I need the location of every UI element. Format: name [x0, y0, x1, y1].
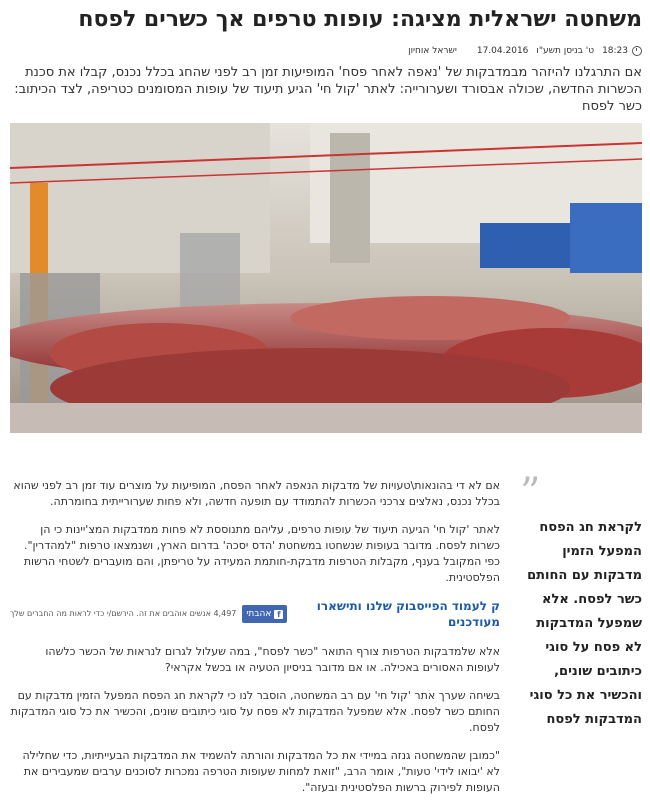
article-meta: [10, 44, 642, 58]
facebook-like-label: אהבתי: [246, 609, 272, 619]
meta-time: 18:23: [602, 46, 628, 56]
meta-hebrew-date: ט' בניסן תשע"ו: [536, 46, 595, 56]
article-paragraph: לאתר 'קול חי' הגיעה תיעוד של עופות טרפים, עליהם מתנוססת לא פחות ממדבקות המצ'יינות כי הן כשרות לפסח. מדובר בעופות שנשחטו במשחטת 'הדס יסכה' בדרום הארץ, ושנמצאו טרפות "למהדרין". כפי המקובל בענף, מקבלות הטרפות מדבקת-חותמת המעידה על טריפתן, והם מועברים לשטחי הרשות הפלסטינית.: [23, 523, 500, 584]
article-container: [10, 0, 642, 433]
article-paragraph: אלא שלמדבקות הטרפות צורף התואר "כשר לפסח", במה שעלול לגרום לנראות של הכשר כלשהו לעופות האסורים באכילה. או אם מדובר בניסיון הטעיה או בכשל אקראי?: [45, 645, 500, 674]
article-body: [10, 478, 500, 808]
article-subtitle: אם התרגלנו להיזהר מבמדבקות של 'נאפה לאחר פסח' המופיעות זמן רב לפני שהחג בכלל נכנס, קבלו את סכנת הכשרות החדשה, שכולה אבסורד ושערורייה: לאתר 'קול חי' הגיע תיעוד של עופות המסומנים כטריפה, לצד הכיתוב: כשר לפסח: [14, 65, 642, 114]
meta-author[interactable]: ישראל אוחיון: [408, 46, 457, 56]
article-paragraph: בשיחה שערך אתר 'קול חי' עם רב המשחטה, הוסבר לנו כי לקראת חג הפסח המפעל הזמין מדבקות עם החותם כשר לפסח. אלא שמפעל המדבקות לא פסח על סוגי כיתובים שונים, והכשיר את כל סוגי המדבקות לפסח.: [10, 689, 500, 734]
quote-mark-icon: ”: [520, 470, 541, 516]
article-paragraph: "כמובן שהמשחטה גנזה במיידי את כל המדבקות והורתה להשמיד את המדבקות הבעייתיות, כדי שחלילה לא 'יבואו לידי' טעות", אומר הרב, "זואת למחות שעופות הטרפה נמכרות לסוכנים ערבים שמעבירים את העופות לפירוק ברשות הפלסטינית ובעזה".: [22, 749, 500, 794]
pull-quote-text: לקראת חג הפסח המפעל הזמין מדבקות עם החותם כשר לפסח. אלא שמפעל המדבקות לא פסח על סוגי כיתובים שונים, והכשיר את כל סוגי המדבקות לפסח: [527, 520, 642, 727]
facebook-icon: f: [274, 610, 283, 619]
facebook-page-link[interactable]: ק לעמוד הפייסבוק שלנו ותישארו מעודכנים: [316, 599, 500, 629]
facebook-like-button[interactable]: [242, 605, 287, 623]
article-headline: משחטה ישראלית מציגה: עופות טרפים אך כשרים לפסח: [78, 7, 642, 32]
clock-icon: [632, 46, 642, 56]
article-paragraph: אם לא די בהונאות\טעויות של מדבקות הנאפה לאחר הפסח, המופיעות על מוצרים עוד זמן רב לפני שהוא בכלל נכנס, נאלצים צרכני הכשרות להתמודד עם תופעה חדשה, ולא פחות שערורייתית בחומרתה.: [13, 479, 500, 508]
meta-date: 17.04.2016: [476, 46, 529, 56]
article-hero-image: [10, 123, 642, 433]
facebook-like-count: 4,497 אנשים אוהבים את זה. הירשם/י כדי לראות מה החברים שלך: [10, 609, 237, 618]
pull-quote: [520, 470, 642, 732]
facebook-follow-bar: [10, 598, 500, 630]
